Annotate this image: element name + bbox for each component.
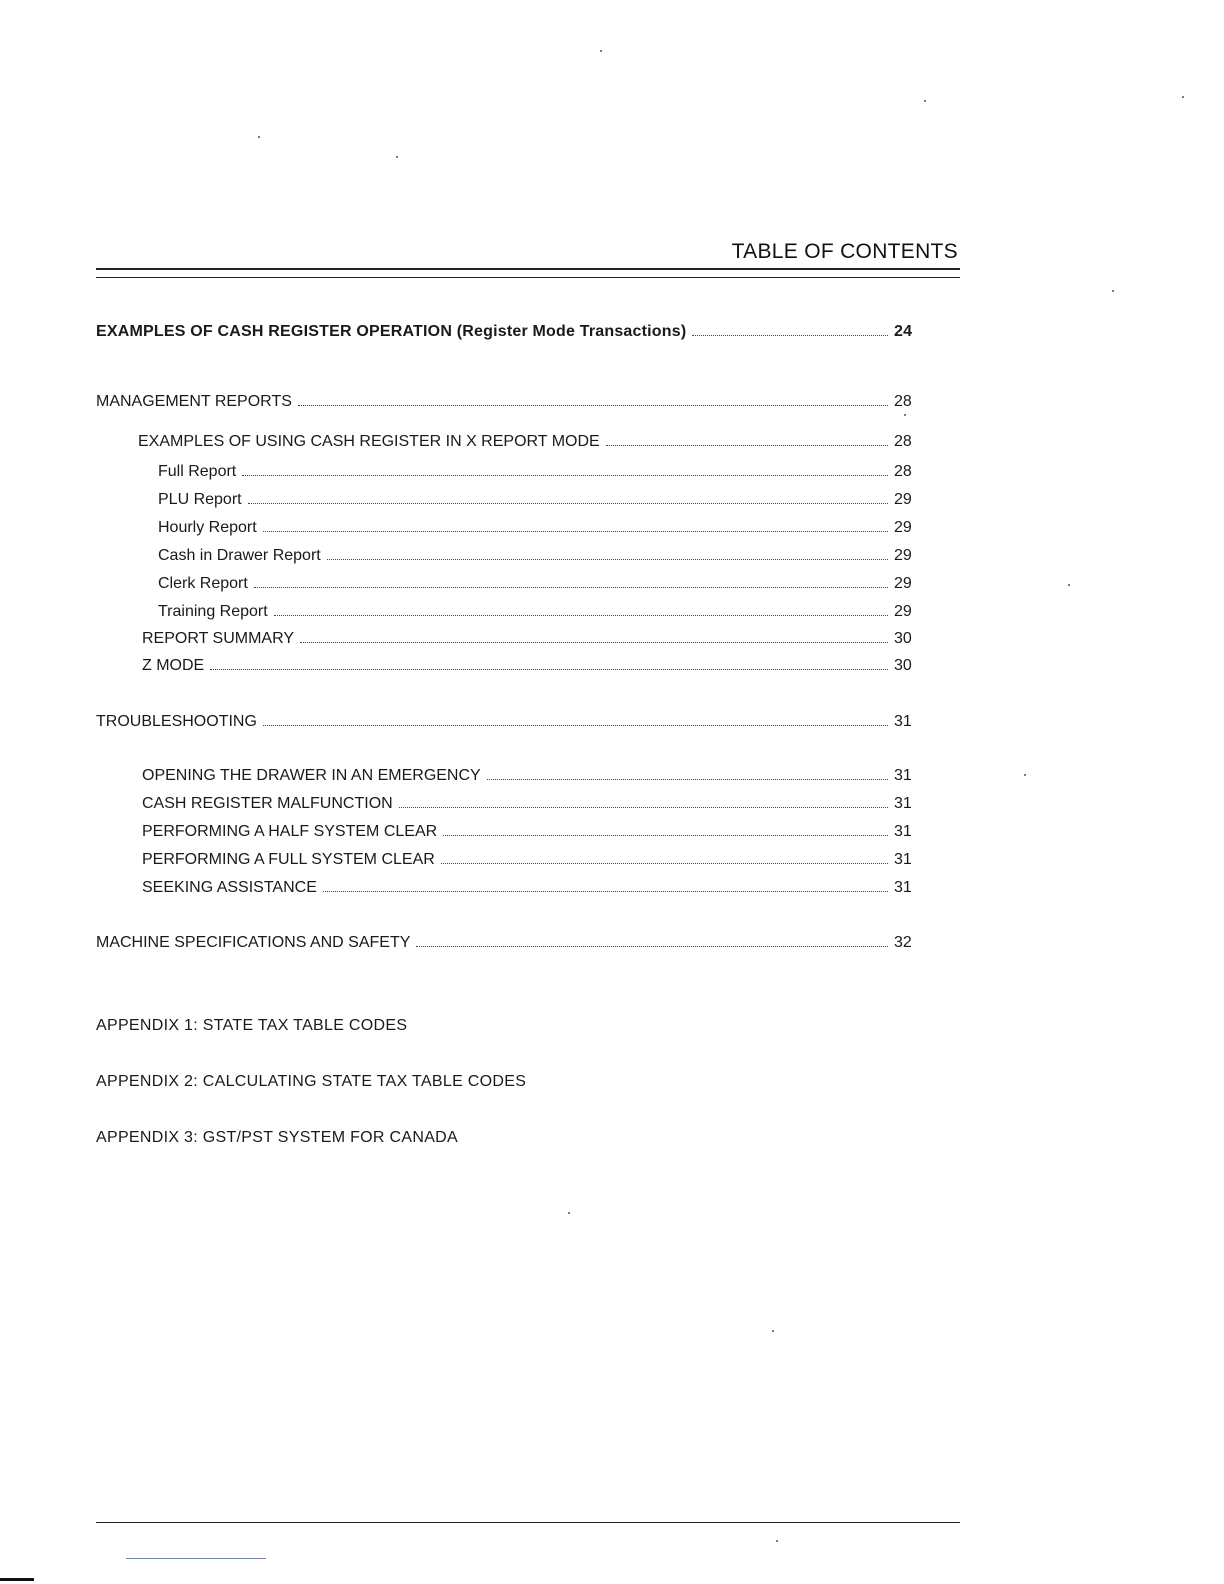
footer-rule [96, 1522, 960, 1523]
dot-leader [487, 779, 888, 780]
appendix-2[interactable]: APPENDIX 2: CALCULATING STATE TAX TABLE CODES [96, 1073, 527, 1090]
dot-leader [263, 531, 888, 532]
toc-entry-hourly-report[interactable] [158, 518, 918, 538]
scan-speck [1182, 96, 1184, 98]
toc-entry-plu-report[interactable] [158, 490, 918, 510]
dot-leader [242, 475, 888, 476]
toc-entry-label: PERFORMING A FULL SYSTEM CLEAR [142, 851, 435, 868]
dot-leader [254, 587, 888, 588]
toc-entry-z-mode[interactable] [142, 656, 918, 676]
dot-leader [692, 335, 888, 336]
toc-entry-page: 28 [894, 393, 912, 410]
toc-entry-label: Cash in Drawer Report [158, 547, 321, 564]
toc-entry-page: 29 [894, 491, 912, 508]
dot-leader [327, 559, 888, 560]
header-rule-thin [96, 277, 960, 278]
toc-entry-page: 31 [894, 879, 912, 896]
toc-entry-label: PLU Report [158, 491, 242, 508]
dot-leader [263, 725, 888, 726]
dot-leader [441, 863, 888, 864]
toc-entry-label: REPORT SUMMARY [142, 630, 295, 647]
scan-speck [924, 100, 926, 102]
appendix-1[interactable]: APPENDIX 1: STATE TAX TABLE CODES [96, 1017, 408, 1034]
toc-entry-label: Training Report [158, 603, 268, 620]
scan-margin-line [126, 1558, 266, 1559]
dot-leader [323, 891, 888, 892]
toc-entry-label: Z MODE [142, 657, 205, 674]
dot-leader [606, 445, 888, 446]
toc-entry-page: 32 [894, 934, 912, 951]
scan-speck [1068, 584, 1070, 586]
toc-entry-page: 28 [894, 433, 912, 450]
toc-entry-page: 29 [894, 575, 912, 592]
toc-entry-page: 31 [894, 823, 912, 840]
toc-entry-page: 29 [894, 547, 912, 564]
toc-entry-half-system-clear[interactable] [142, 822, 918, 842]
toc-entry-page: 31 [894, 767, 912, 784]
toc-entry-page: 31 [894, 851, 912, 868]
toc-entry-specifications[interactable] [96, 933, 918, 953]
toc-entry-page: 29 [894, 519, 912, 536]
toc-entry-malfunction[interactable] [142, 794, 918, 814]
toc-entry-training-report[interactable] [158, 602, 918, 622]
toc-entry-cash-in-drawer-report[interactable] [158, 546, 918, 566]
toc-entry-label: EXAMPLES OF USING CASH REGISTER IN X REPORT MODE [138, 433, 600, 450]
toc-entry-label: SEEKING ASSISTANCE [142, 879, 317, 896]
toc-entry-page: 30 [894, 657, 912, 674]
toc-entry-page: 24 [894, 323, 913, 340]
toc-entry-page: 31 [894, 795, 912, 812]
scan-speck [568, 1212, 570, 1214]
toc-entry-report-summary[interactable] [142, 629, 918, 649]
toc-entry-clerk-report[interactable] [158, 574, 918, 594]
toc-entry-opening-drawer[interactable] [142, 766, 918, 786]
toc-entry-full-system-clear[interactable] [142, 850, 918, 870]
scan-speck [776, 1540, 778, 1542]
toc-entry-label: EXAMPLES OF CASH REGISTER OPERATION (Register Mode Transactions) [96, 323, 687, 340]
dot-leader [274, 615, 888, 616]
toc-entry-page: 28 [894, 463, 912, 480]
dot-leader [300, 642, 888, 643]
scan-speck [600, 50, 602, 52]
toc-entry-cash-register-operation[interactable] [96, 322, 918, 342]
scan-speck [396, 156, 398, 158]
toc-entry-troubleshooting[interactable] [96, 712, 918, 732]
scan-speck [1024, 774, 1026, 776]
dot-leader [443, 835, 888, 836]
toc-entry-management-reports[interactable] [96, 392, 918, 412]
scan-speck [904, 414, 906, 416]
toc-entry-label: TROUBLESHOOTING [96, 713, 257, 730]
toc-entry-page: 29 [894, 603, 912, 620]
scan-speck [258, 136, 260, 138]
dot-leader [416, 946, 888, 947]
toc-entry-label: CASH REGISTER MALFUNCTION [142, 795, 393, 812]
dot-leader [210, 669, 888, 670]
dot-leader [399, 807, 888, 808]
dot-leader [248, 503, 888, 504]
toc-entry-label: Clerk Report [158, 575, 248, 592]
toc-entry-page: 30 [894, 630, 912, 647]
toc-entry-label: PERFORMING A HALF SYSTEM CLEAR [142, 823, 438, 840]
toc-entry-label: Full Report [158, 463, 237, 480]
toc-entry-seeking-assistance[interactable] [142, 878, 918, 898]
toc-entry-full-report[interactable] [158, 462, 918, 482]
toc-entry-label: MANAGEMENT REPORTS [96, 393, 292, 410]
toc-entry-label: OPENING THE DRAWER IN AN EMERGENCY [142, 767, 481, 784]
toc-entry-page: 31 [894, 713, 912, 730]
toc-entry-label: Hourly Report [158, 519, 257, 536]
toc-entry-label: MACHINE SPECIFICATIONS AND SAFETY [96, 934, 411, 951]
scan-speck [1112, 290, 1114, 292]
toc-entry-x-report-mode[interactable] [138, 432, 918, 452]
header-rule-thick [96, 268, 960, 270]
scan-margin-mark [0, 1578, 34, 1581]
appendix-3[interactable]: APPENDIX 3: GST/PST SYSTEM FOR CANADA [96, 1129, 458, 1146]
scan-speck [772, 1330, 774, 1332]
dot-leader [298, 405, 888, 406]
page-title: TABLE OF CONTENTS [731, 240, 958, 263]
